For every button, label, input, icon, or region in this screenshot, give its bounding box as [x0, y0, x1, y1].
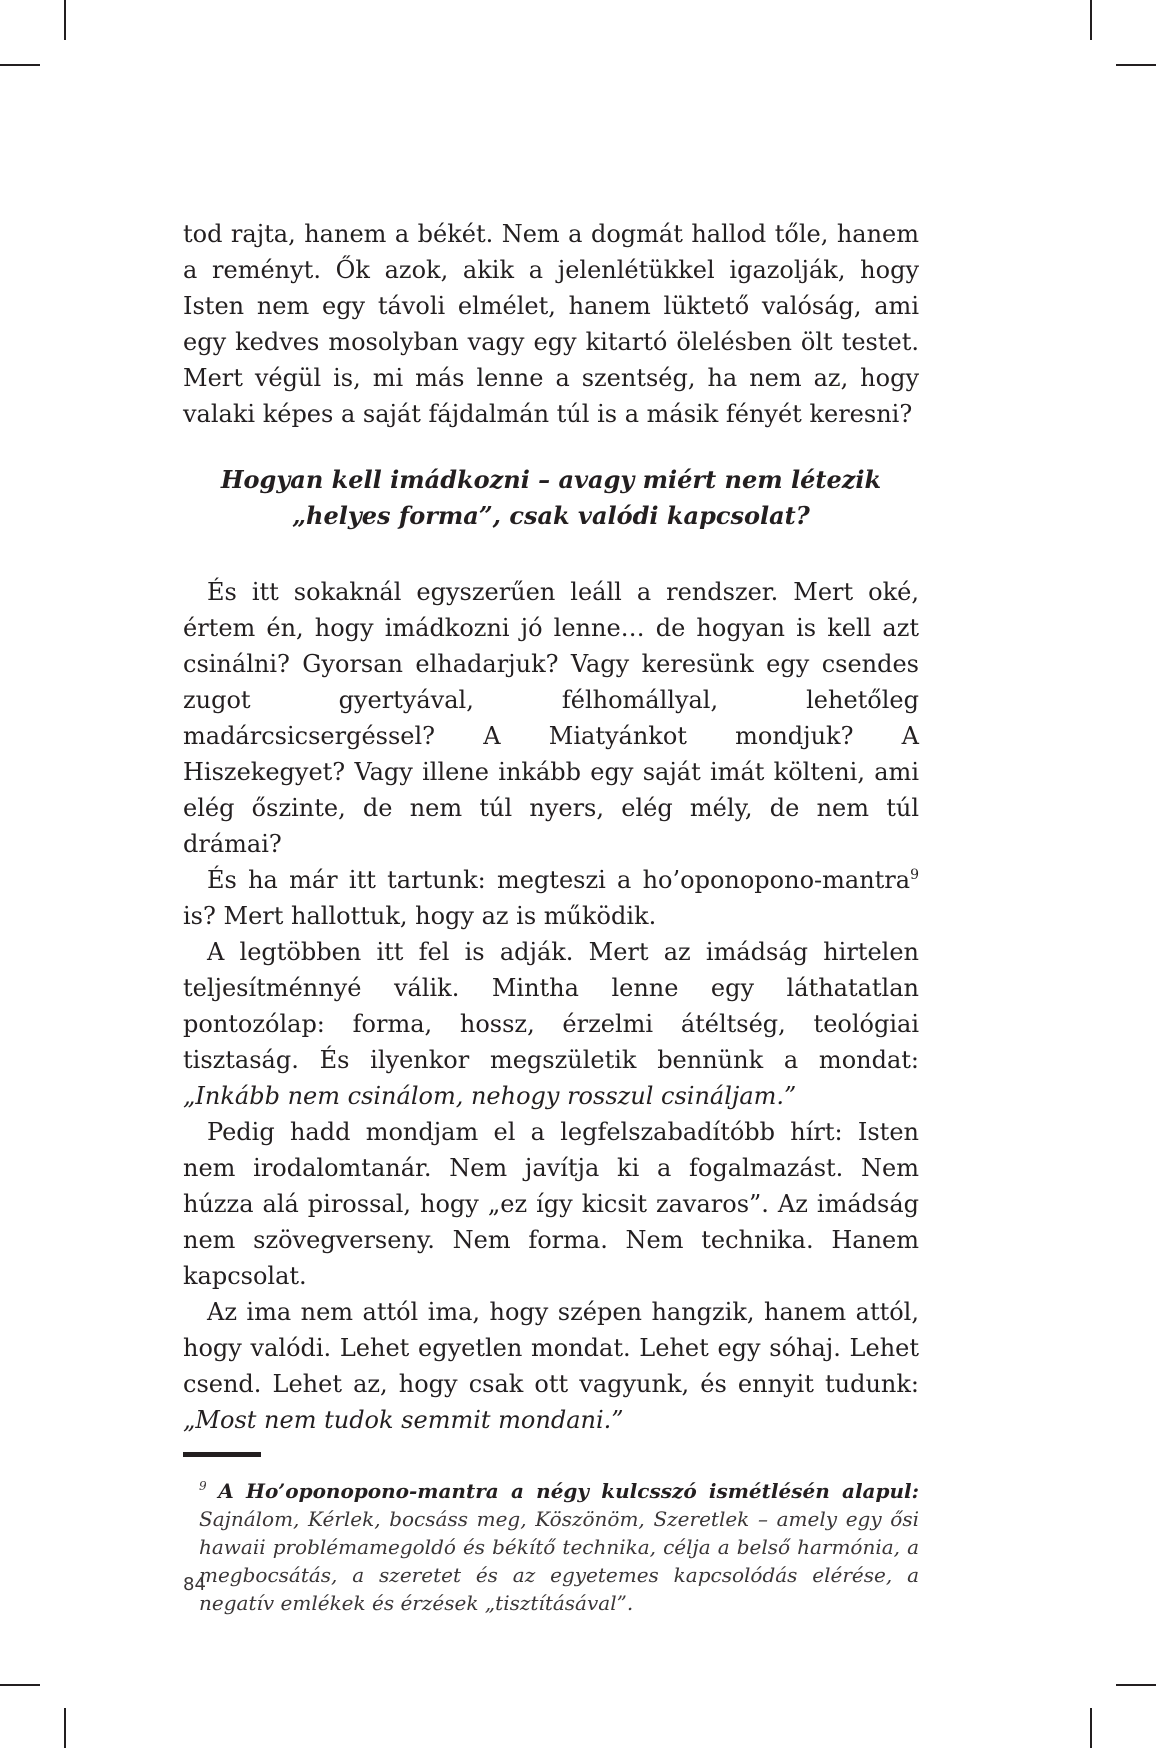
page-number: 84 [183, 1574, 206, 1595]
section-heading [183, 462, 919, 534]
crop-mark [1090, 0, 1092, 40]
footnote-reference[interactable]: 9 [910, 867, 919, 883]
crop-mark [64, 0, 66, 40]
body-paragraph [183, 1294, 919, 1438]
crop-mark [64, 1708, 66, 1748]
footnote-text: Sajnálom, Kérlek, bocsáss meg, Köszönöm, Szeretlek – amely egy ősi hawaii problémamegoldó és békítő technika, célja a belső harmónia, a megbocsátás, a szeretet és az egyetemes kapcsolódás elérése, a negatív emlékek és érzések „tisztításával”. [199, 1507, 919, 1615]
body-paragraph: És itt sokaknál egyszerűen leáll a rendszer. Mert oké, értem én, hogy imádkozni jó lenne… de hogyan is kell azt csinálni? Gyorsan elhadarjuk? Vagy keresünk egy csendes zugot gyertyával, félhomállyal, lehetőleg madárcsicsergéssel? A Miatyánkot mondjuk? A Hiszekegyet? Vagy illene inkább egy saját imát költeni, ami elég őszinte, de nem túl nyers, elég mély, de nem túl drámai? [183, 578, 919, 858]
section-heading-line: Hogyan kell imádkozni – avagy miért nem létezik [220, 465, 882, 494]
section-heading-line: „helyes forma”, csak valódi kapcsolat? [292, 501, 810, 530]
italic-quote: „Most nem tudok semmit mondani.” [183, 1406, 624, 1434]
footnote-divider [183, 1452, 261, 1457]
paragraph-text: A legtöbben itt fel is adják. Mert az imádság hirtelen teljesítménnyé válik. Mintha lenne egy láthatatlan pontozólap: forma, hossz, érzelmi átéltség, teológiai tisztaság. És ilyenkor megszületik bennünk a mondat: [183, 938, 919, 1074]
footnote-marker: 9 [199, 1479, 207, 1493]
footnote-lead: A Ho’oponopono-mantra a négy kulcsszó ismétlésén alapul: [218, 1479, 920, 1503]
body-paragraph [183, 934, 919, 1114]
page-body [183, 216, 919, 1617]
italic-quote: „Inkább nem csinálom, nehogy rosszul csináljam.” [183, 1082, 797, 1110]
crop-mark [1116, 64, 1156, 66]
crop-mark [0, 64, 40, 66]
crop-mark [1116, 1684, 1156, 1686]
paragraph-text: is? Mert hallottuk, hogy az is működik. [183, 902, 657, 930]
footnote [183, 1477, 919, 1617]
crop-mark [0, 1684, 40, 1686]
paragraph-text: És ha már itt tartunk: megteszi a ho’oponopono-mantra [207, 866, 911, 894]
crop-mark [1090, 1708, 1092, 1748]
body-paragraph: Pedig hadd mondjam el a legfelszabadítóbb hírt: Isten nem irodalomtanár. Nem javítja ki a fogalmazást. Nem húzza alá pirossal, hogy „ez így kicsit zavaros”. Az imádság nem szövegverseny. Nem forma. Nem technika. Hanem kapcsolat. [183, 1118, 919, 1290]
paragraph-text: Az ima nem attól ima, hogy szépen hangzik, hanem attól, hogy valódi. Lehet egyetlen mondat. Lehet egy sóhaj. Lehet csend. Lehet az, hogy csak ott vagyunk, és ennyit tudunk: [183, 1298, 919, 1398]
intro-paragraph: tod rajta, hanem a békét. Nem a dogmát hallod tőle, hanem a reményt. Ők azok, akik a jelenlétükkel igazolják, hogy Isten nem egy távoli elmélet, hanem lüktető valóság, ami egy kedves mosolyban vagy egy kitartó ölelésben ölt testet. Mert végül is, mi más lenne a szentség, ha nem az, hogy valaki képes a saját fájdalmán túl is a másik fényét keresni? [183, 220, 919, 428]
body-paragraph [183, 862, 919, 934]
